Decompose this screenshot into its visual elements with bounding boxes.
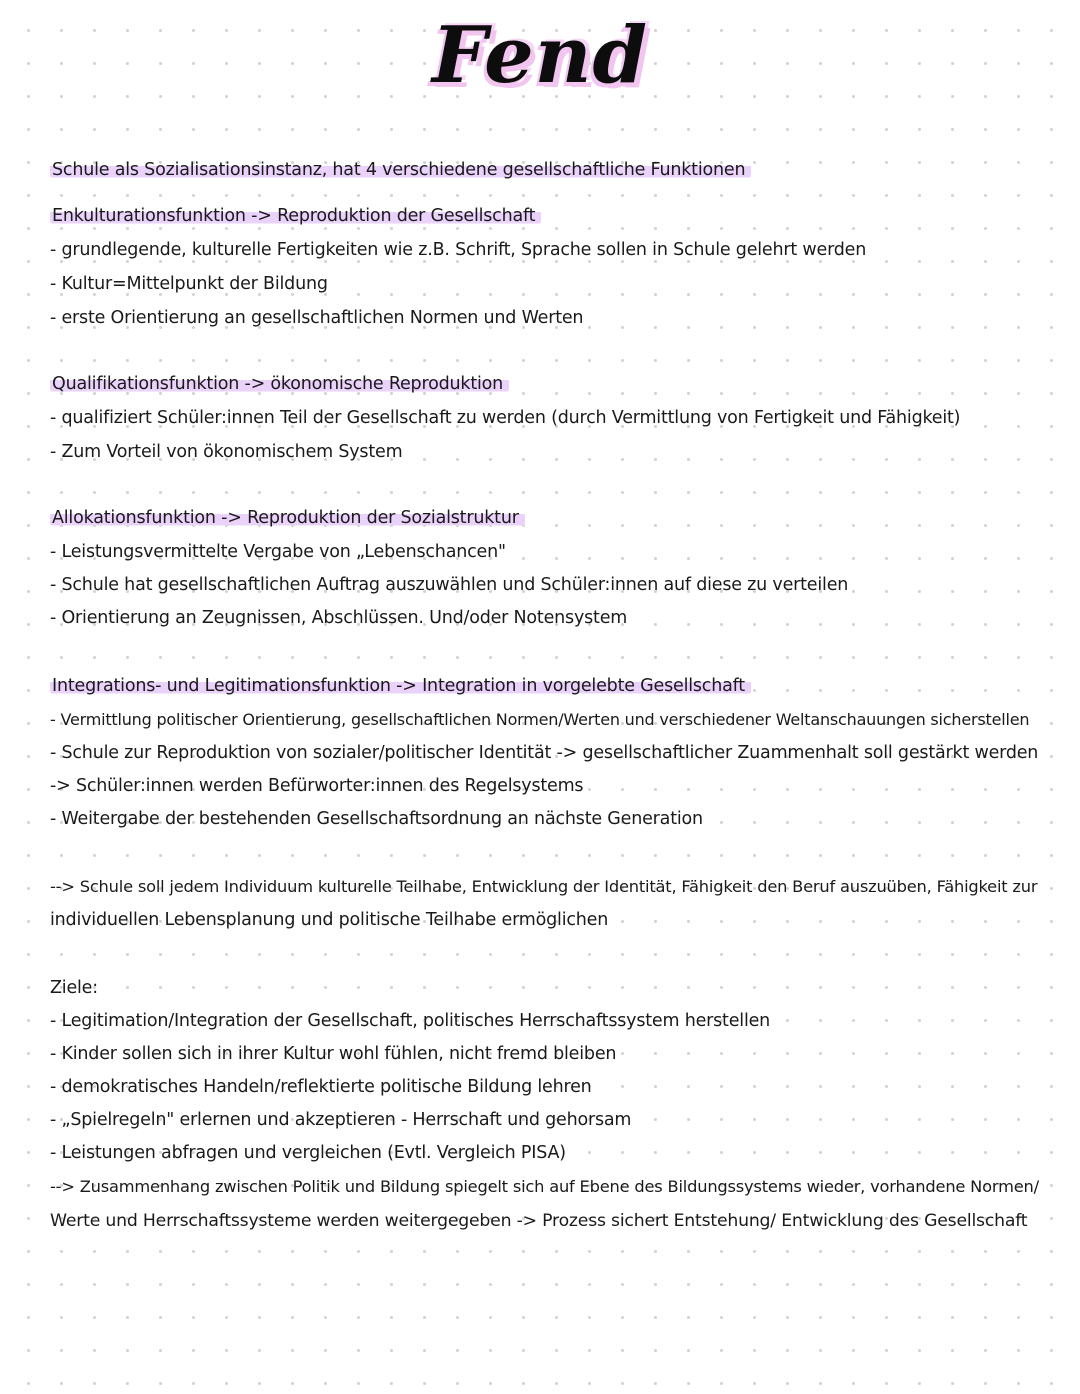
summary-line: --> Schule soll jedem Individuum kulturelle Teilhabe, Entwicklung der Identität, Fähigkeit den Beruf auszuüben, Fähigkeit zur xyxy=(50,877,1038,896)
list-item: - Leistungsvermittelte Vergabe von „Lebenschancen" xyxy=(50,542,506,562)
section-4-heading: Integrations- und Legitimationsfunktion -> Integration in vorgelebte Gesellschaft xyxy=(50,676,751,696)
list-item: - Orientierung an Zeugnissen, Abschlüssen. Und/oder Notensystem xyxy=(50,608,628,628)
list-item: - Schule hat gesellschaftlichen Auftrag auszuwählen und Schüler:innen auf diese zu verteilen xyxy=(50,575,849,595)
section-heading xyxy=(50,204,541,228)
intro-line xyxy=(50,158,751,182)
goals-heading: Ziele: xyxy=(50,978,98,998)
section-2-heading: Qualifikationsfunktion -> ökonomische Reproduktion xyxy=(50,374,509,394)
list-item: --> Zusammenhang zwischen Politik und Bildung spiegelt sich auf Ebene des Bildungssystems wieder, vorhandene Normen/ xyxy=(50,1177,1039,1196)
list-item: - Leistungen abfragen und vergleichen (Evtl. Vergleich PISA) xyxy=(50,1143,566,1163)
section-3-heading: Allokationsfunktion -> Reproduktion der Sozialstruktur xyxy=(50,508,525,528)
list-item: - qualifiziert Schüler:innen Teil der Gesellschaft zu werden (durch Vermittlung von Fertigkeit und Fähigkeit) xyxy=(50,408,961,428)
intro-text: Schule als Sozialisationsinstanz, hat 4 verschiedene gesellschaftliche Funktionen xyxy=(50,160,751,180)
list-item: - Weitergabe der bestehenden Gesellschaftsordnung an nächste Generation xyxy=(50,809,703,829)
section-heading xyxy=(50,372,509,396)
list-item: - demokratisches Handeln/reflektierte politische Bildung lehren xyxy=(50,1077,592,1097)
list-item: -> Schüler:innen werden Befürworter:innen des Regelsystems xyxy=(50,776,584,796)
list-item: - Kultur=Mittelpunkt der Bildung xyxy=(50,274,328,294)
section-heading xyxy=(50,506,525,530)
page-title: Fend xyxy=(432,10,648,101)
list-item: - Vermittlung politischer Orientierung, gesellschaftlichen Normen/Werten und verschiedener Weltanschauungen sicherstellen xyxy=(50,710,1030,729)
summary-line: individuellen Lebensplanung und politische Teilhabe ermöglichen xyxy=(50,910,609,930)
list-item: - Zum Vorteil von ökonomischem System xyxy=(50,442,403,462)
list-item: Werte und Herrschaftssysteme werden weitergegeben -> Prozess sichert Entstehung/ Entwicklung des Gesellschaft xyxy=(50,1211,1028,1231)
list-item: - Legitimation/Integration der Gesellschaft, politisches Herrschaftssystem herstellen xyxy=(50,1011,771,1031)
list-item: - erste Orientierung an gesellschaftlichen Normen und Werten xyxy=(50,308,584,328)
section-heading xyxy=(50,674,751,698)
list-item: - grundlegende, kulturelle Fertigkeiten wie z.B. Schrift, Sprache sollen in Schule gelehrt werden xyxy=(50,240,867,260)
list-item: - „Spielregeln" erlernen und akzeptieren - Herrschaft und gehorsam xyxy=(50,1110,632,1130)
list-item: - Schule zur Reproduktion von sozialer/politischer Identität -> gesellschaftlicher Zuammenhalt soll gestärkt werden xyxy=(50,743,1039,763)
title-area xyxy=(0,8,1080,104)
list-item: - Kinder sollen sich in ihrer Kultur wohl fühlen, nicht fremd bleiben xyxy=(50,1044,617,1064)
section-1-heading: Enkulturationsfunktion -> Reproduktion der Gesellschaft xyxy=(50,206,541,226)
